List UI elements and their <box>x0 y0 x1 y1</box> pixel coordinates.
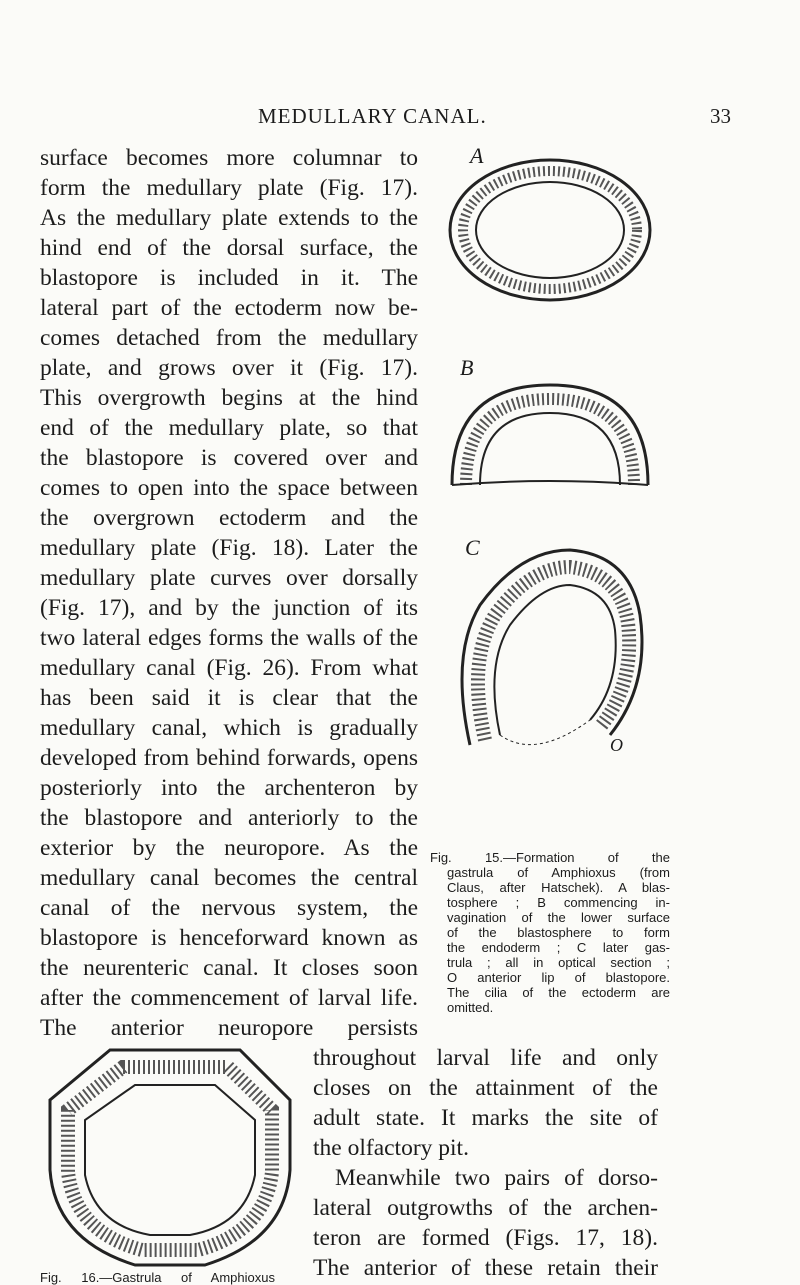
fig15-label-c: C <box>465 535 480 560</box>
caption-line: Fig. 16.—Gastrula of Amphioxus <box>40 1270 275 1285</box>
text-line: developed from behind forwards, opens <box>40 745 418 771</box>
gastrula-illustration <box>440 535 660 775</box>
running-title: MEDULLARY CANAL. <box>258 104 487 128</box>
text-line: posteriorly into the archenteron by <box>40 775 418 801</box>
text-line: the blastopore is covered over and <box>40 445 418 471</box>
text-line: medullary canal (Fig. 26). From what <box>40 655 418 681</box>
text-line: comes to open into the space between <box>40 475 418 501</box>
caption-line: trula ; all in optical section ; <box>447 955 670 970</box>
text-line: closes on the attainment of the <box>313 1075 658 1101</box>
text-line: lateral outgrowths of the archen- <box>313 1195 658 1221</box>
fig15-label-b: B <box>460 355 474 380</box>
caption-line: vagination of the lower surface <box>447 910 670 925</box>
text-line: plate, and grows over it (Fig. 17). <box>40 355 418 381</box>
text-line: medullary canal becomes the central <box>40 865 418 891</box>
text-line: adult state. It marks the site of <box>313 1105 658 1131</box>
caption-line: O anterior lip of blastopore. <box>447 970 670 985</box>
text-line: medullary plate curves over dorsally <box>40 565 418 591</box>
text-line: This overgrowth begins at the hind <box>40 385 418 411</box>
text-line: the blastopore and anteriorly to the <box>40 805 418 831</box>
text-line: after the commencement of larval life. <box>40 985 418 1011</box>
text-line: (Fig. 17), and by the junction of its <box>40 595 418 621</box>
text-line: blastopore is henceforward known as <box>40 925 418 951</box>
caption-line: omitted. <box>447 1000 494 1015</box>
text-line: lateral part of the ectoderm now be- <box>40 295 418 321</box>
text-line: The anterior of these retain their <box>313 1255 658 1281</box>
narrow-blastopore-gastrula-illustration <box>40 1040 300 1280</box>
caption-line: tosphere ; B commencing in- <box>447 895 670 910</box>
text-line: has been said it is clear that the <box>40 685 418 711</box>
text-line: the olfactory pit. <box>313 1135 469 1161</box>
text-line: canal of the nervous system, the <box>40 895 418 921</box>
text-line: hind end of the dorsal surface, the <box>40 235 418 261</box>
caption-line: The cilia of the ectoderm are <box>447 985 670 1000</box>
caption-line: the endoderm ; C later gas- <box>447 940 670 955</box>
text-line: The anterior neuropore persists <box>40 1015 418 1041</box>
fig15-label-o: O <box>610 735 623 755</box>
invagination-illustration <box>440 355 660 515</box>
fig15-label-a: A <box>470 143 484 168</box>
text-line: throughout larval life and only <box>313 1045 658 1071</box>
text-line: two lateral edges forms the walls of the <box>40 625 418 651</box>
text-line: medullary canal, which is gradually <box>40 715 418 741</box>
text-line: medullary plate (Fig. 18). Later the <box>40 535 418 561</box>
text-line: surface becomes more columnar to <box>40 145 418 171</box>
caption-line: gastrula of Amphioxus (from <box>447 865 670 880</box>
text-line: teron are formed (Figs. 17, 18). <box>313 1225 658 1251</box>
caption-line: Claus, after Hatschek). A blas- <box>447 880 670 895</box>
text-line: Meanwhile two pairs of dorso- <box>335 1165 658 1191</box>
page-header <box>0 104 800 134</box>
text-line: exterior by the neuropore. As the <box>40 835 418 861</box>
caption-line: of the blastosphere to form <box>447 925 670 940</box>
blastosphere-illustration <box>440 140 660 340</box>
text-line: the overgrown ectoderm and the <box>40 505 418 531</box>
text-line: As the medullary plate extends to the <box>40 205 418 231</box>
text-line: end of the medullary plate, so that <box>40 415 418 441</box>
text-line: form the medullary plate (Fig. 17). <box>40 175 418 201</box>
caption-line: Fig. 15.—Formation of the <box>430 850 670 865</box>
page-number: 33 <box>710 104 731 128</box>
text-line: blastopore is included in it. The <box>40 265 418 291</box>
text-line: the neurenteric canal. It closes soon <box>40 955 418 981</box>
text-line: comes detached from the medullary <box>40 325 418 351</box>
